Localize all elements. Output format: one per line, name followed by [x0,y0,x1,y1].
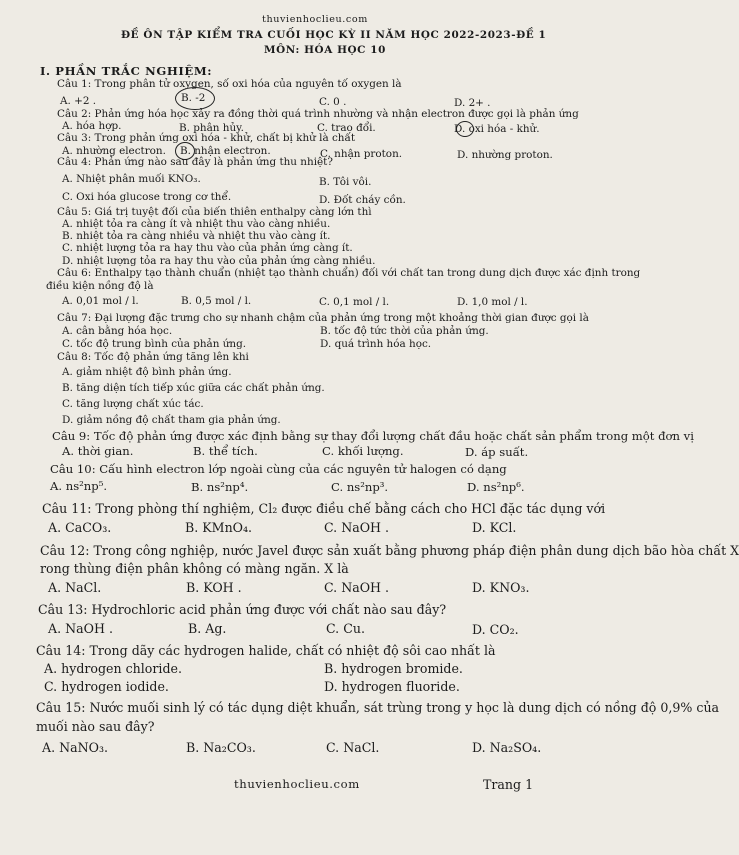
footer-site: thuvienhoclieu.com [234,777,360,791]
q5-stem: Câu 5: Giá trị tuyệt đối của biến thiên enthalpy càng lớn thì [57,206,372,218]
q6-stem-cont: điều kiện nồng độ là [46,280,154,292]
q14-option-d: D. hydrogen fluoride. [324,679,460,694]
q7-option-a: A. cân bằng hóa học. [62,325,173,337]
q6-option-d: D. 1,0 mol / l. [457,296,528,308]
q14-option-a: A. hydrogen chloride. [44,661,182,676]
q8-option-c: C. tăng lượng chất xúc tác. [62,398,204,410]
q9-option-a: A. thời gian. [62,444,134,458]
q2-option-d: D. oxi hóa - khử. [454,123,540,135]
q10-option-a: A. ns²np⁵. [50,479,108,493]
q13-option-d: D. CO₂. [472,622,519,637]
q12-option-c: C. NaOH . [324,580,390,595]
q15-option-d: D. Na₂SO₄. [472,740,542,755]
q6-option-c: C. 0,1 mol / l. [319,296,390,308]
exam-title: ĐỀ ÔN TẬP KIỂM TRA CUỐI HỌC KỲ II NĂM HỌC 2022-2023-ĐỀ 1 [121,29,547,41]
q13-option-a: A. NaOH . [48,621,113,636]
q5-option-b: B. nhiệt tỏa ra càng nhiều và nhiệt thu vào càng ít. [62,230,331,242]
q15-option-a: A. NaNO₃. [42,740,109,755]
q1-option-c: C. 0 . [319,96,347,108]
subject-title: MÔN: HÓA HỌC 10 [264,44,386,56]
q10-option-c: C. ns²np³. [331,480,389,494]
answer-circle-mark [456,121,474,137]
q15-stem-cont: muối nào sau đây? [36,719,155,734]
q10-option-b: B. ns²np⁴. [191,480,249,494]
q15-stem: Câu 15: Nước muối sinh lý có tác dụng diệt khuẩn, sát trùng trong y học là dung dịch có nồng độ 0,9% của [36,700,720,715]
q5-option-d: D. nhiệt lượng tỏa ra hay thu vào của phản ứng càng nhiều. [62,255,376,267]
q12-stem-cont: rong thùng điện phân không có màng ngăn. X là [40,561,349,576]
q9-option-b: B. thể tích. [193,444,258,458]
q3-stem: Câu 3: Trong phản ứng oxi hóa - khử, chất bị khử là chất [57,132,356,144]
q1-stem: Câu 1: Trong phân tử oxygen, số oxi hóa của nguyên tố oxygen là [57,78,402,90]
section-heading: I. PHẦN TRẮC NGHIỆM: [40,64,213,78]
q15-option-b: B. Na₂CO₃. [186,740,256,755]
q7-option-d: D. quá trình hóa học. [320,338,432,350]
q11-option-b: B. KMnO₄. [185,520,253,535]
q12-option-d: D. KNO₃. [472,580,530,595]
q1-option-a: A. +2 . [60,95,97,107]
q5-option-a: A. nhiệt tỏa ra càng ít và nhiệt thu vào càng nhiều. [62,218,331,230]
q4-option-c: C. Oxi hóa glucose trong cơ thể. [62,191,232,203]
q3-option-c: C. nhận proton. [320,148,403,160]
page-number: Trang 1 [483,777,534,792]
answer-circle-mark [175,87,215,110]
q6-option-b: B. 0,5 mol / l. [181,295,252,307]
q13-option-c: C. Cu. [326,621,365,636]
q3-option-d: D. nhường proton. [457,149,553,161]
q12-stem: Câu 12: Trong công nghiệp, nước Javel được sản xuất bằng phương pháp điện phân dung dịch bão hòa chất X [40,543,739,558]
q3-option-a: A. nhường electron. [62,145,166,157]
q11-option-c: C. NaOH . [324,520,390,535]
q7-stem: Câu 7: Đại lượng đặc trưng cho sự nhanh chậm của phản ứng trong một khoảng thời gian được gọi là [57,312,589,324]
q8-option-a: A. giảm nhiệt độ bình phản ứng. [62,366,232,378]
q14-stem: Câu 14: Trong dãy các hydrogen halide, chất có nhiệt độ sôi cao nhất là [36,643,496,658]
q2-option-c: C. trao đổi. [317,122,376,134]
q9-stem: Câu 9: Tốc độ phản ứng được xác định bằng sự thay đổi lượng chất đầu hoặc chất sản phẩm trong một đơn vị [52,429,694,443]
site-header: thuvienhoclieu.com [262,14,368,25]
q13-stem: Câu 13: Hydrochloric acid phản ứng được với chất nào sau đây? [38,602,447,617]
q13-option-b: B. Ag. [188,621,227,636]
q5-option-c: C. nhiệt lượng tỏa ra hay thu vào của phản ứng càng ít. [62,242,353,254]
q9-option-c: C. khối lượng. [322,444,404,458]
q12-option-a: A. NaCl. [48,580,102,595]
q8-stem: Câu 8: Tốc độ phản ứng tăng lên khi [57,351,249,363]
q4-stem: Câu 4: Phản ứng nào sau đây là phản ứng thu nhiệt? [57,156,333,168]
q7-option-c: C. tốc độ trung bình của phản ứng. [62,338,247,350]
q6-option-a: A. 0,01 mol / l. [62,295,139,307]
q12-option-b: B. KOH . [186,580,242,595]
q7-option-b: B. tốc độ tức thời của phản ứng. [320,325,489,337]
q14-option-c: C. hydrogen iodide. [44,679,169,694]
q8-option-d: D. giảm nồng độ chất tham gia phản ứng. [62,414,281,426]
q14-option-b: B. hydrogen bromide. [324,661,463,676]
q11-stem: Câu 11: Trong phòng thí nghiệm, Cl₂ được điều chế bằng cách cho HCl đặc tác dụng với [42,501,606,516]
q10-option-d: D. ns²np⁶. [467,480,525,494]
q1-option-b: B. -2 [181,92,206,104]
q1-option-d: D. 2+ . [454,97,491,109]
q3-option-b: B. nhận electron. [180,145,271,157]
q2-option-a: A. hóa hợp. [62,120,122,132]
q9-option-d: D. áp suất. [465,445,529,459]
q8-option-b: B. tăng diện tích tiếp xúc giữa các chất phản ứng. [62,382,325,394]
q11-option-a: A. CaCO₃. [48,520,112,535]
q2-stem: Câu 2: Phản ứng hóa học xảy ra đồng thời quá trình nhường và nhận electron được gọi là phản ứng [57,108,579,120]
q11-option-d: D. KCl. [472,520,517,535]
q2-option-b: B. phân hủy. [179,122,244,134]
q10-stem: Câu 10: Cấu hình electron lớp ngoài cùng của các nguyên tử halogen có dạng [50,462,507,476]
q6-stem: Câu 6: Enthalpy tạo thành chuẩn (nhiệt tạo thành chuẩn) đối với chất tan trong dung dịch được xác định trong [57,267,641,279]
q15-option-c: C. NaCl. [326,740,380,755]
q4-option-d: D. Đốt cháy cồn. [319,194,406,206]
q4-option-a: A. Nhiệt phân muối KNO₃. [62,173,201,185]
q4-option-b: B. Tôi vôi. [319,176,372,188]
